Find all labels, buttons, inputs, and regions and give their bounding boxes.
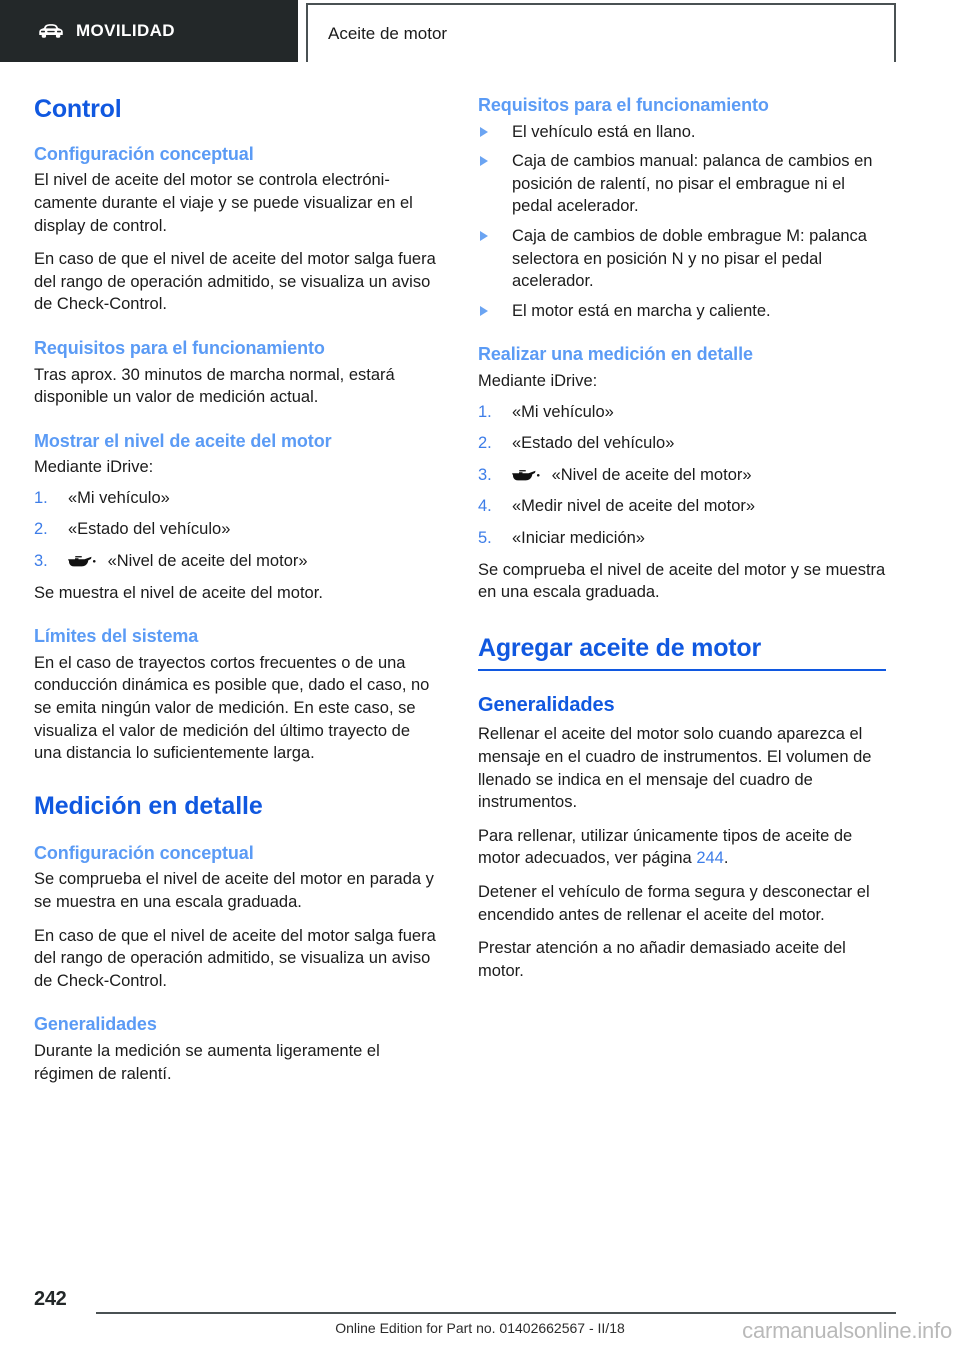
list-item xyxy=(478,121,886,144)
heading-configuracion-conceptual-2: Configuración conceptual xyxy=(34,842,254,863)
list-item xyxy=(478,432,886,455)
oil-can-icon xyxy=(512,467,542,483)
bullet-text: Caja de cambios manual: palanca de cambios en posición de ralentí, no pisar el embrague ni el pedal acelerador. xyxy=(512,152,873,216)
list-item xyxy=(34,487,442,510)
heading-limites-del-sistema: Límites del sistema xyxy=(34,626,199,647)
heading-realizar-medicion-detalle: Realizar una medición en detalle xyxy=(478,344,753,365)
list-item xyxy=(478,464,886,487)
step-number: 5. xyxy=(478,528,492,547)
paragraph: Prestar atención a no añadir demasiado aceite del motor. xyxy=(478,939,846,980)
bullet-list-requisitos xyxy=(478,121,886,323)
paragraph-after: Se muestra el nivel de aceite del motor. xyxy=(34,583,323,602)
step-text: «Nivel de aceite del motor» xyxy=(551,465,752,484)
breadcrumb-tab-topic[interactable] xyxy=(306,3,896,62)
paragraph: Durante la medición se aumenta ligeramente el régimen de ralentí. xyxy=(34,1041,380,1083)
breadcrumb-tab-mobility-label: MOVILIDAD xyxy=(76,21,175,40)
paragraph: Rellenar el aceite del motor solo cuando aparezca el mensaje en el cuadro de instrumentos. El volumen de llenado se indica en el mensaje del cuadro de instrumentos. xyxy=(478,725,872,812)
step-text: «Mi vehículo» xyxy=(68,488,170,507)
paragraph: El nivel de aceite del motor se controla electrónicamente durante el viaje y se puede visualizar en el display de control. xyxy=(34,171,413,235)
step-number: 1. xyxy=(478,402,492,421)
watermark-text: carmanualsonline.info xyxy=(742,1318,952,1343)
heading-configuracion-conceptual: Configuración conceptual xyxy=(34,143,254,164)
block-limites-del-sistema xyxy=(34,626,442,765)
breadcrumb-tab-topic-label: Aceite de motor xyxy=(328,23,448,43)
block-configuracion-conceptual xyxy=(34,144,442,316)
list-item xyxy=(478,150,886,218)
paragraph: En el caso de trayectos cortos frecuentes o de una conducción dinámica es posible que, dado el caso, no se emita ningún valor de medición. En este caso, se visualiza el valor de medición del último trayecto de una distancia lo suficientemente larga. xyxy=(34,653,430,763)
bullet-text: El vehículo está en llano. xyxy=(512,122,696,141)
breadcrumb-tab-mobility[interactable] xyxy=(0,0,298,62)
block-configuracion-conceptual-2 xyxy=(34,843,442,993)
block-generalidades-left xyxy=(34,1014,442,1085)
footer-divider xyxy=(96,1312,896,1314)
block-requisitos-funcionamiento xyxy=(34,338,442,409)
step-text: «Estado del vehículo» xyxy=(512,434,675,453)
list-item xyxy=(478,401,886,424)
list-item xyxy=(478,527,886,550)
block-requisitos-funcionamiento-right xyxy=(478,95,886,322)
step-text: «Mi vehículo» xyxy=(512,402,614,421)
step-number: 3. xyxy=(34,552,48,571)
heading-generalidades-left: Generalidades xyxy=(34,1014,157,1035)
triangle-bullet-icon xyxy=(480,156,488,166)
step-number: 1. xyxy=(34,488,48,507)
paragraph: Detener el vehículo de forma segura y desconectar el encendido antes de rellenar el aceite del motor. xyxy=(478,883,870,924)
paragraph: Se comprueba el nivel de aceite del motor en parada y se muestra en una escala graduada. xyxy=(34,870,434,911)
block-realizar-medicion-detalle xyxy=(478,344,886,603)
heading-generalidades-right: Generalidades xyxy=(478,694,615,717)
paragraph-intro: Mediante iDrive: xyxy=(34,458,154,477)
list-item xyxy=(34,518,442,541)
section-title-agregar-aceite: Agregar aceite de motor xyxy=(478,634,886,672)
footer-edition-text: Online Edition for Part no. 01402662567 - II/18 xyxy=(335,1320,625,1336)
page-title: Control xyxy=(34,95,122,123)
bullet-text: El motor está en marcha y caliente. xyxy=(512,301,771,320)
step-list-realizar xyxy=(478,401,886,550)
step-number: 2. xyxy=(478,434,492,453)
block-generalidades-right xyxy=(478,693,886,982)
triangle-bullet-icon xyxy=(480,231,488,241)
ref-text-after: . xyxy=(723,849,729,868)
left-column xyxy=(34,95,442,1096)
heading-mostrar-nivel-aceite: Mostrar el nivel de aceite del motor xyxy=(34,430,332,451)
paragraph: En caso de que el nivel de aceite del motor salga fuera del rango de operación admitido, se visualiza un aviso de Check-Control. xyxy=(34,250,436,314)
heading-requisitos-funcionamiento-right: Requisitos para el funcionamiento xyxy=(478,95,769,115)
step-text: «Medir nivel de aceite del motor» xyxy=(512,497,756,516)
page-footer xyxy=(0,1282,960,1362)
page-reference-link[interactable]: 244 xyxy=(696,849,724,868)
paragraph-after: Se comprueba el nivel de aceite del motor y se muestra en una escala graduada. xyxy=(478,560,886,602)
step-text: «Estado del vehículo» xyxy=(68,520,231,539)
list-item xyxy=(478,300,886,323)
heading-requisitos-funcionamiento: Requisitos para el funcionamiento xyxy=(34,337,325,358)
step-list-mostrar xyxy=(34,487,442,573)
list-item xyxy=(34,550,442,573)
triangle-bullet-icon xyxy=(480,127,488,137)
car-front-icon xyxy=(38,22,64,40)
page-number: 242 xyxy=(34,1288,67,1310)
page-header xyxy=(0,0,960,62)
list-item xyxy=(478,495,886,518)
step-number: 2. xyxy=(34,520,48,539)
right-column xyxy=(478,95,886,993)
oil-can-icon xyxy=(68,553,98,569)
list-item xyxy=(478,225,886,293)
bullet-text: Caja de cambios de doble embrague M: palanca selectora en posición N y no pisar el pedal acelerador. xyxy=(512,226,867,291)
block-mostrar-nivel-aceite xyxy=(34,431,442,605)
paragraph-with-page-ref xyxy=(478,825,886,870)
paragraph: En caso de que el nivel de aceite del motor salga fuera del rango de operación admitido, se visualiza un aviso de Check-Control. xyxy=(34,926,436,990)
ref-text-before: Para rellenar, utilizar únicamente tipos de aceite de motor adecuados, ver página xyxy=(478,826,853,868)
paragraph: Tras aprox. 30 minutos de marcha normal, estará disponible un valor de medición actual. xyxy=(34,365,395,407)
step-text: «Iniciar medición» xyxy=(512,528,645,547)
section-title-medicion-en-detalle: Medición en detalle xyxy=(34,791,263,820)
step-text: «Nivel de aceite del motor» xyxy=(107,552,308,571)
step-number: 3. xyxy=(478,465,492,484)
step-number: 4. xyxy=(478,497,492,516)
paragraph-intro: Mediante iDrive: xyxy=(478,371,598,390)
triangle-bullet-icon xyxy=(480,306,488,316)
